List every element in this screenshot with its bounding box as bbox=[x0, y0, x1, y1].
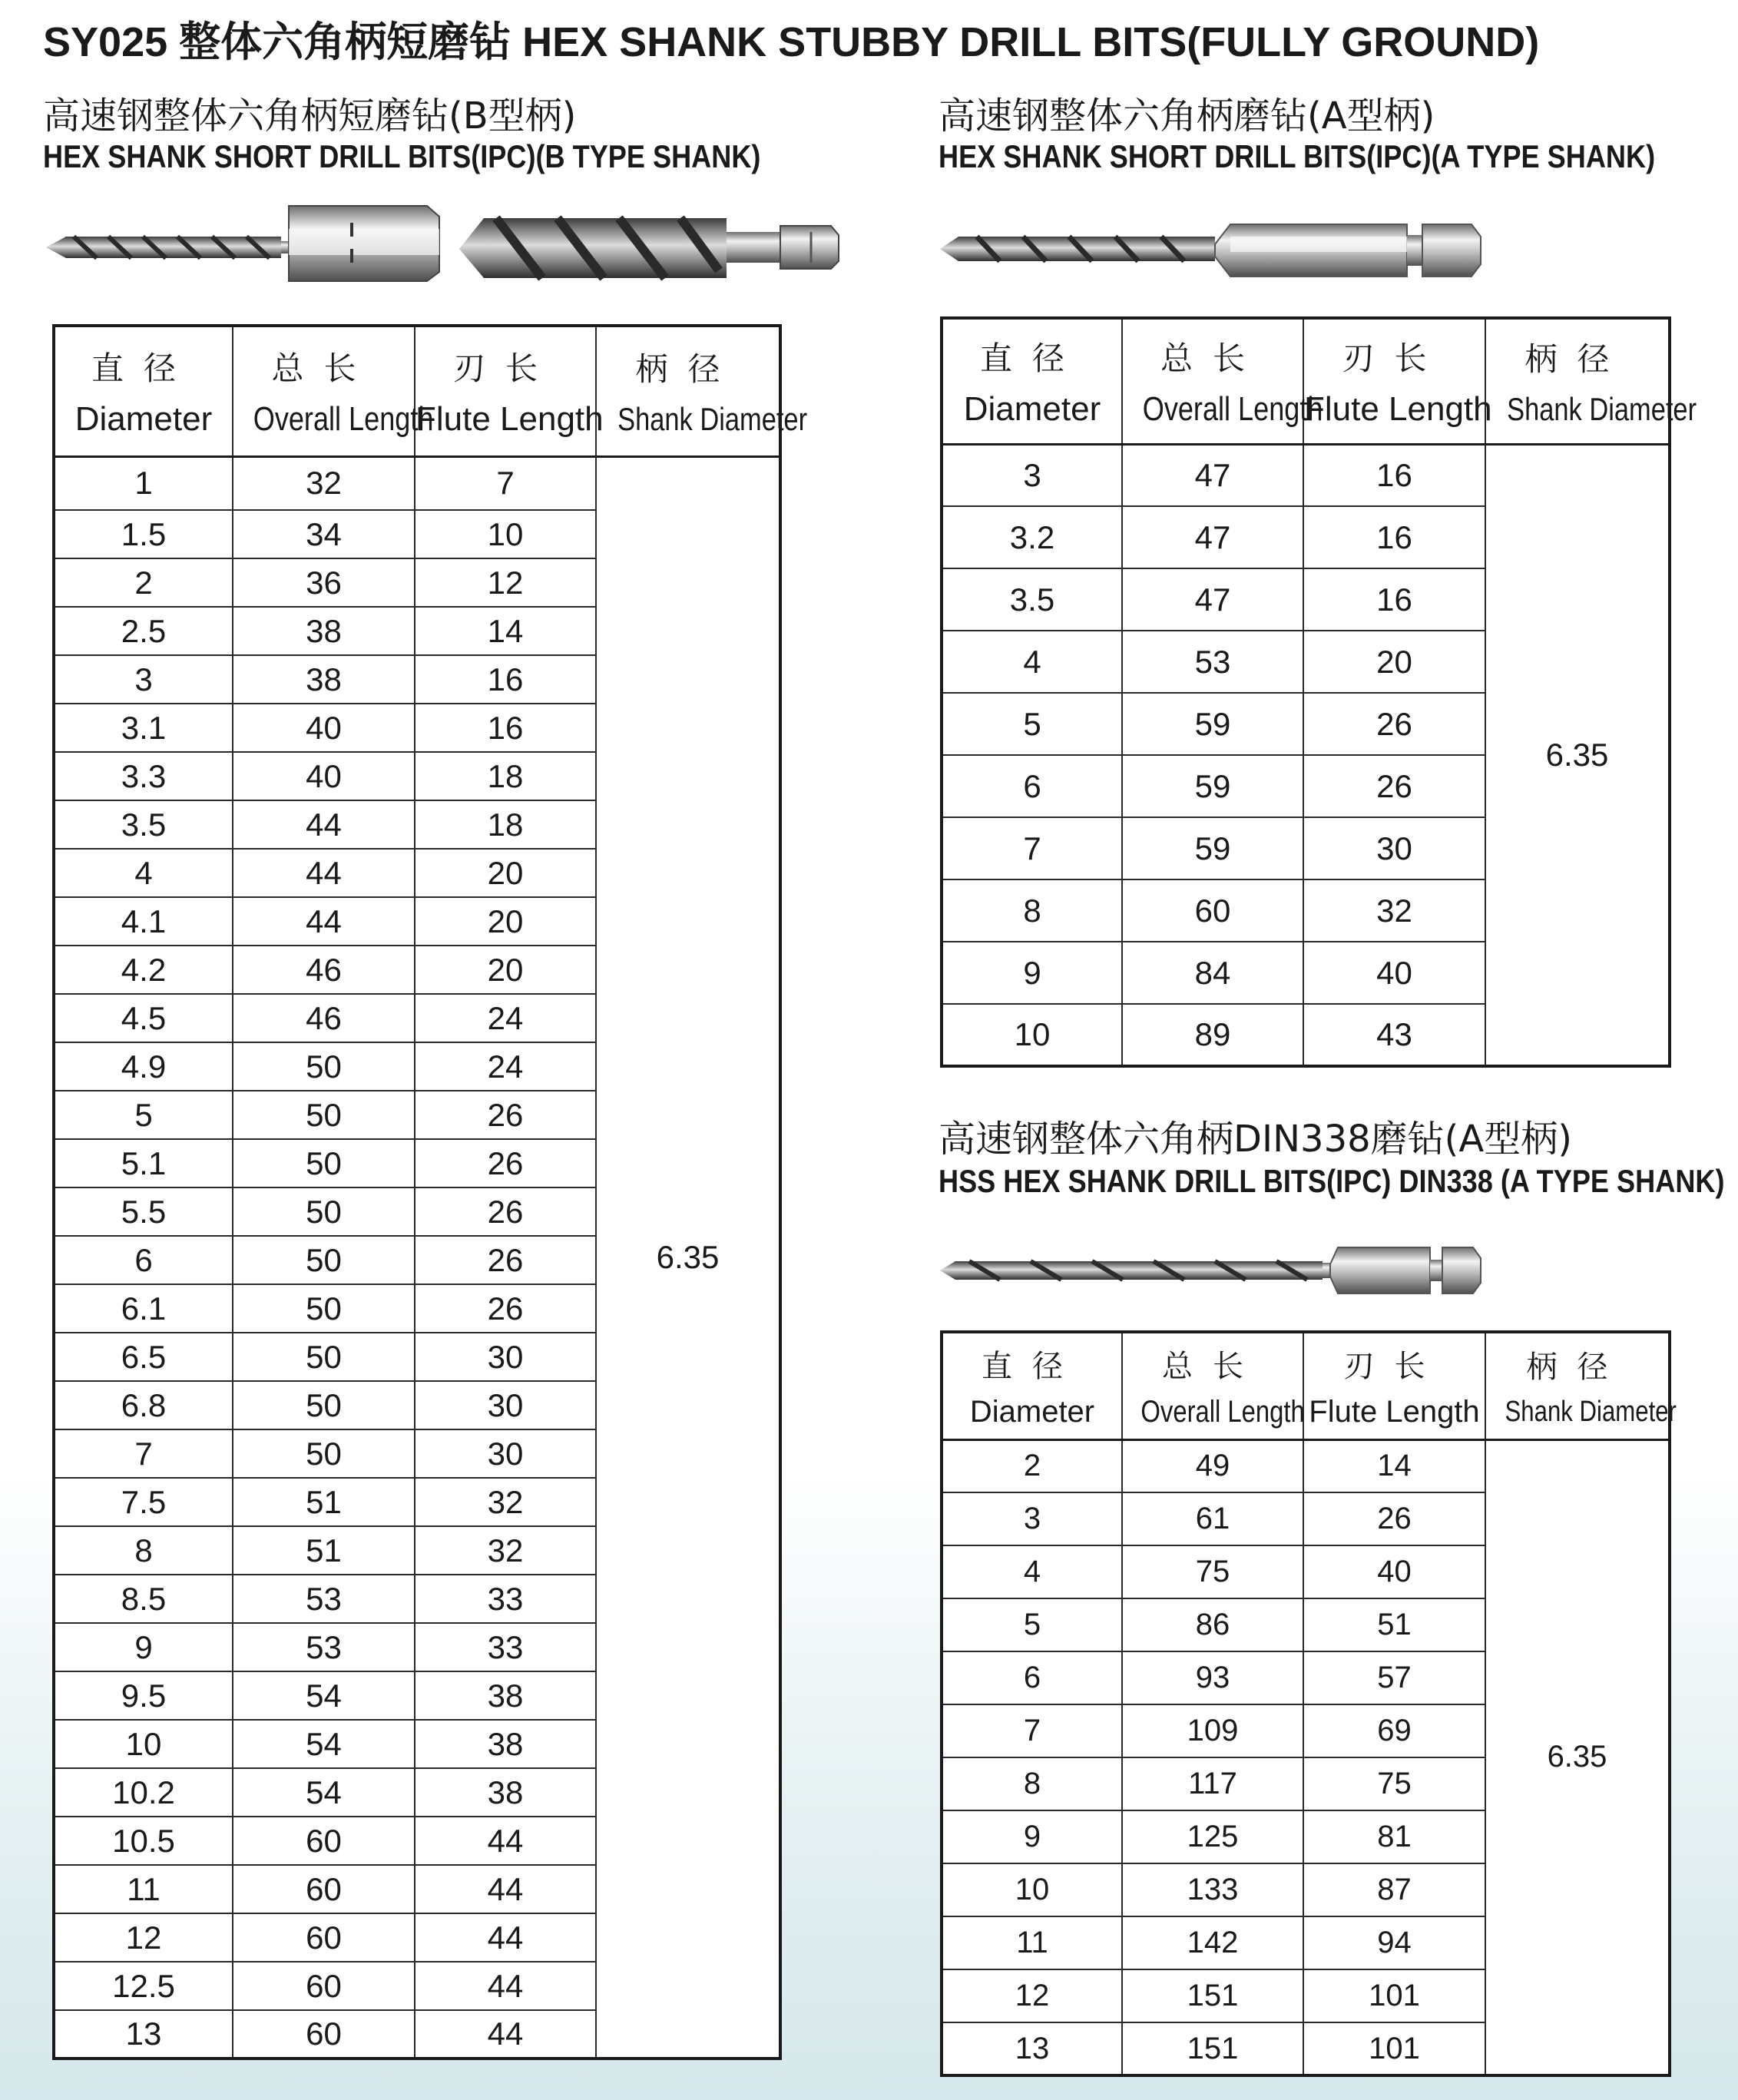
cell-flute-length: 33 bbox=[415, 1575, 596, 1623]
cell-diameter: 3.3 bbox=[54, 752, 233, 800]
cell-flute-length: 20 bbox=[415, 849, 596, 897]
cell-diameter: 10 bbox=[942, 1004, 1122, 1066]
spec-table-a bbox=[940, 316, 1697, 1068]
cell-diameter: 9 bbox=[942, 942, 1122, 1004]
cell-overall-length: 46 bbox=[233, 946, 415, 994]
cell-diameter: 4.1 bbox=[54, 897, 233, 946]
cell-overall-length: 53 bbox=[1122, 631, 1303, 693]
cell-overall-length: 38 bbox=[233, 607, 415, 655]
cell-overall-length: 60 bbox=[233, 1913, 415, 1962]
cell-diameter: 4.5 bbox=[54, 994, 233, 1042]
cell-overall-length: 50 bbox=[233, 1091, 415, 1139]
cell-overall-length: 54 bbox=[233, 1768, 415, 1817]
cell-flute-length: 51 bbox=[1303, 1598, 1485, 1651]
cell-flute-length: 26 bbox=[1303, 755, 1485, 817]
cell-flute-length: 30 bbox=[415, 1429, 596, 1478]
cell-flute-length: 26 bbox=[1303, 1492, 1485, 1545]
header-diameter: 直径 Diameter bbox=[54, 326, 233, 456]
cell-diameter: 5 bbox=[942, 1598, 1122, 1651]
table-header-row bbox=[942, 1332, 1670, 1439]
cell-flute-length: 38 bbox=[415, 1768, 596, 1817]
cell-diameter: 1 bbox=[54, 456, 233, 510]
header-diameter: 直径 Diameter bbox=[942, 1332, 1122, 1439]
cell-flute-length: 94 bbox=[1303, 1916, 1485, 1969]
cell-overall-length: 54 bbox=[233, 1671, 415, 1720]
cell-flute-length: 40 bbox=[1303, 942, 1485, 1004]
cell-overall-length: 60 bbox=[233, 1865, 415, 1913]
cell-overall-length: 47 bbox=[1122, 444, 1303, 506]
cell-overall-length: 60 bbox=[233, 1962, 415, 2010]
cell-diameter: 1.5 bbox=[54, 510, 233, 558]
cell-overall-length: 60 bbox=[1122, 879, 1303, 942]
header-flute-length: 刃长 Flute Length bbox=[415, 326, 596, 456]
cell-diameter: 7 bbox=[942, 1704, 1122, 1757]
cell-diameter: 3.5 bbox=[942, 568, 1122, 631]
cell-diameter: 6 bbox=[54, 1236, 233, 1284]
section-b-title-zh: 高速钢整体六角柄短磨钻(B型柄) bbox=[43, 94, 577, 137]
spec-table-b bbox=[52, 324, 808, 2060]
cell-overall-length: 44 bbox=[233, 800, 415, 849]
cell-flute-length: 24 bbox=[415, 994, 596, 1042]
cell-overall-length: 53 bbox=[233, 1575, 415, 1623]
cell-flute-length: 24 bbox=[415, 1042, 596, 1091]
cell-diameter: 11 bbox=[942, 1916, 1122, 1969]
cell-diameter: 11 bbox=[54, 1865, 233, 1913]
cell-flute-length: 69 bbox=[1303, 1704, 1485, 1757]
cell-overall-length: 46 bbox=[233, 994, 415, 1042]
cell-overall-length: 40 bbox=[233, 704, 415, 752]
cell-overall-length: 47 bbox=[1122, 506, 1303, 568]
cell-overall-length: 59 bbox=[1122, 755, 1303, 817]
cell-diameter: 7 bbox=[942, 817, 1122, 879]
cell-diameter: 6.1 bbox=[54, 1284, 233, 1333]
section-a-title-en: HEX SHANK SHORT DRILL BITS(IPC)(A TYPE SHANK) bbox=[939, 138, 1656, 174]
cell-flute-length: 10 bbox=[415, 510, 596, 558]
cell-overall-length: 50 bbox=[233, 1187, 415, 1236]
cell-flute-length: 12 bbox=[415, 558, 596, 607]
cell-diameter: 10.5 bbox=[54, 1817, 233, 1865]
cell-flute-length: 33 bbox=[415, 1623, 596, 1671]
header-shank-diameter: 柄径 Shank Diameter bbox=[596, 326, 780, 456]
cell-diameter: 9.5 bbox=[54, 1671, 233, 1720]
cell-flute-length: 16 bbox=[1303, 444, 1485, 506]
cell-shank-diameter: 6.35 bbox=[1485, 1439, 1670, 2075]
cell-diameter: 5.5 bbox=[54, 1187, 233, 1236]
cell-diameter: 9 bbox=[54, 1623, 233, 1671]
header-shank-diameter: 柄径 Shank Diameter bbox=[1485, 318, 1670, 444]
cell-flute-length: 30 bbox=[415, 1333, 596, 1381]
cell-diameter: 10 bbox=[942, 1863, 1122, 1916]
cell-diameter: 13 bbox=[54, 2010, 233, 2059]
cell-flute-length: 18 bbox=[415, 752, 596, 800]
cell-diameter: 8 bbox=[54, 1526, 233, 1575]
cell-diameter: 7 bbox=[54, 1429, 233, 1478]
cell-flute-length: 16 bbox=[1303, 506, 1485, 568]
cell-flute-length: 26 bbox=[415, 1091, 596, 1139]
cell-diameter: 12 bbox=[942, 1969, 1122, 2022]
header-diameter: 直径 Diameter bbox=[942, 318, 1122, 444]
cell-flute-length: 101 bbox=[1303, 1969, 1485, 2022]
cell-flute-length: 40 bbox=[1303, 1545, 1485, 1598]
table-header-row bbox=[942, 318, 1670, 444]
cell-flute-length: 38 bbox=[415, 1720, 596, 1768]
cell-flute-length: 7 bbox=[415, 456, 596, 510]
cell-diameter: 5.1 bbox=[54, 1139, 233, 1187]
cell-diameter: 4.9 bbox=[54, 1042, 233, 1091]
cell-flute-length: 26 bbox=[415, 1236, 596, 1284]
drill-bit-din338-image bbox=[939, 1243, 1484, 1298]
cell-flute-length: 26 bbox=[415, 1139, 596, 1187]
cell-flute-length: 30 bbox=[1303, 817, 1485, 879]
table-row bbox=[942, 444, 1670, 506]
spec-table-din338 bbox=[940, 1330, 1677, 2077]
cell-diameter: 6 bbox=[942, 1651, 1122, 1704]
cell-diameter: 6.8 bbox=[54, 1381, 233, 1429]
cell-overall-length: 142 bbox=[1122, 1916, 1303, 1969]
cell-overall-length: 50 bbox=[233, 1236, 415, 1284]
cell-flute-length: 44 bbox=[415, 2010, 596, 2059]
cell-flute-length: 26 bbox=[415, 1284, 596, 1333]
cell-overall-length: 44 bbox=[233, 897, 415, 946]
cell-overall-length: 50 bbox=[233, 1042, 415, 1091]
cell-diameter: 8 bbox=[942, 1757, 1122, 1810]
cell-overall-length: 51 bbox=[233, 1478, 415, 1526]
table-row bbox=[54, 456, 780, 510]
cell-overall-length: 53 bbox=[233, 1623, 415, 1671]
cell-flute-length: 44 bbox=[415, 1962, 596, 2010]
cell-flute-length: 16 bbox=[415, 655, 596, 704]
cell-diameter: 5 bbox=[942, 693, 1122, 755]
cell-flute-length: 20 bbox=[415, 897, 596, 946]
cell-flute-length: 16 bbox=[1303, 568, 1485, 631]
drill-bit-b-large-image bbox=[458, 209, 842, 286]
cell-flute-length: 32 bbox=[415, 1478, 596, 1526]
cell-overall-length: 47 bbox=[1122, 568, 1303, 631]
header-overall-length: 总长 Overall Length bbox=[1122, 318, 1303, 444]
cell-overall-length: 50 bbox=[233, 1139, 415, 1187]
header-overall-length: 总长 Overall Length bbox=[1122, 1332, 1303, 1439]
cell-flute-length: 57 bbox=[1303, 1651, 1485, 1704]
cell-diameter: 2 bbox=[54, 558, 233, 607]
cell-diameter: 12.5 bbox=[54, 1962, 233, 2010]
cell-flute-length: 32 bbox=[415, 1526, 596, 1575]
cell-flute-length: 30 bbox=[415, 1381, 596, 1429]
section-b-title-en: HEX SHANK SHORT DRILL BITS(IPC)(B TYPE SHANK) bbox=[43, 138, 761, 174]
cell-shank-diameter: 6.35 bbox=[596, 456, 780, 2059]
cell-overall-length: 117 bbox=[1122, 1757, 1303, 1810]
cell-overall-length: 93 bbox=[1122, 1651, 1303, 1704]
cell-flute-length: 16 bbox=[415, 704, 596, 752]
cell-diameter: 13 bbox=[942, 2022, 1122, 2075]
cell-flute-length: 101 bbox=[1303, 2022, 1485, 2075]
cell-overall-length: 50 bbox=[233, 1429, 415, 1478]
cell-flute-length: 14 bbox=[1303, 1439, 1485, 1492]
header-flute-length: 刃长 Flute Length bbox=[1303, 318, 1485, 444]
cell-overall-length: 151 bbox=[1122, 2022, 1303, 2075]
cell-diameter: 3 bbox=[942, 444, 1122, 506]
cell-overall-length: 86 bbox=[1122, 1598, 1303, 1651]
cell-overall-length: 50 bbox=[233, 1381, 415, 1429]
cell-diameter: 12 bbox=[54, 1913, 233, 1962]
cell-diameter: 8.5 bbox=[54, 1575, 233, 1623]
cell-overall-length: 49 bbox=[1122, 1439, 1303, 1492]
section-din-title-en: HSS HEX SHANK DRILL BITS(IPC) DIN338 (A TYPE SHANK) bbox=[939, 1163, 1725, 1199]
cell-flute-length: 81 bbox=[1303, 1810, 1485, 1863]
cell-overall-length: 59 bbox=[1122, 817, 1303, 879]
cell-diameter: 3 bbox=[54, 655, 233, 704]
cell-overall-length: 60 bbox=[233, 1817, 415, 1865]
cell-overall-length: 32 bbox=[233, 456, 415, 510]
cell-diameter: 3.2 bbox=[942, 506, 1122, 568]
cell-flute-length: 26 bbox=[415, 1187, 596, 1236]
cell-flute-length: 14 bbox=[415, 607, 596, 655]
cell-overall-length: 133 bbox=[1122, 1863, 1303, 1916]
cell-overall-length: 89 bbox=[1122, 1004, 1303, 1066]
section-din-title-zh: 高速钢整体六角柄DIN338磨钻(A型柄) bbox=[939, 1118, 1572, 1161]
cell-diameter: 3 bbox=[942, 1492, 1122, 1545]
cell-diameter: 4 bbox=[942, 631, 1122, 693]
cell-flute-length: 20 bbox=[415, 946, 596, 994]
cell-diameter: 2 bbox=[942, 1439, 1122, 1492]
cell-overall-length: 60 bbox=[233, 2010, 415, 2059]
cell-flute-length: 18 bbox=[415, 800, 596, 849]
cell-overall-length: 54 bbox=[233, 1720, 415, 1768]
cell-flute-length: 44 bbox=[415, 1865, 596, 1913]
cell-diameter: 6 bbox=[942, 755, 1122, 817]
cell-overall-length: 44 bbox=[233, 849, 415, 897]
cell-overall-length: 38 bbox=[233, 655, 415, 704]
cell-overall-length: 51 bbox=[233, 1526, 415, 1575]
cell-flute-length: 38 bbox=[415, 1671, 596, 1720]
cell-overall-length: 151 bbox=[1122, 1969, 1303, 2022]
cell-overall-length: 40 bbox=[233, 752, 415, 800]
cell-diameter: 9 bbox=[942, 1810, 1122, 1863]
table-row bbox=[942, 1439, 1670, 1492]
cell-diameter: 5 bbox=[54, 1091, 233, 1139]
cell-diameter: 8 bbox=[942, 879, 1122, 942]
cell-flute-length: 26 bbox=[1303, 693, 1485, 755]
cell-diameter: 6.5 bbox=[54, 1333, 233, 1381]
section-a-title-zh: 高速钢整体六角柄磨钻(A型柄) bbox=[939, 94, 1435, 137]
header-overall-length: 总长 Overall Length bbox=[233, 326, 415, 456]
drill-bit-b-small-image bbox=[43, 201, 442, 286]
cell-flute-length: 44 bbox=[415, 1913, 596, 1962]
cell-shank-diameter: 6.35 bbox=[1485, 444, 1670, 1066]
cell-diameter: 10 bbox=[54, 1720, 233, 1768]
cell-flute-length: 43 bbox=[1303, 1004, 1485, 1066]
cell-diameter: 3.1 bbox=[54, 704, 233, 752]
cell-diameter: 10.2 bbox=[54, 1768, 233, 1817]
header-shank-diameter: 柄径 Shank Diameter bbox=[1485, 1332, 1670, 1439]
cell-flute-length: 75 bbox=[1303, 1757, 1485, 1810]
cell-flute-length: 32 bbox=[1303, 879, 1485, 942]
page-title: SY025 整体六角柄短磨钻 HEX SHANK STUBBY DRILL BITS(FULLY GROUND) bbox=[43, 19, 1540, 65]
cell-flute-length: 20 bbox=[1303, 631, 1485, 693]
cell-overall-length: 109 bbox=[1122, 1704, 1303, 1757]
cell-diameter: 4.2 bbox=[54, 946, 233, 994]
cell-diameter: 4 bbox=[54, 849, 233, 897]
cell-overall-length: 61 bbox=[1122, 1492, 1303, 1545]
drill-bit-a-image bbox=[939, 214, 1484, 287]
cell-overall-length: 84 bbox=[1122, 942, 1303, 1004]
cell-flute-length: 87 bbox=[1303, 1863, 1485, 1916]
cell-overall-length: 50 bbox=[233, 1333, 415, 1381]
cell-overall-length: 75 bbox=[1122, 1545, 1303, 1598]
cell-overall-length: 34 bbox=[233, 510, 415, 558]
cell-diameter: 2.5 bbox=[54, 607, 233, 655]
cell-overall-length: 50 bbox=[233, 1284, 415, 1333]
header-flute-length: 刃长 Flute Length bbox=[1303, 1332, 1485, 1439]
cell-diameter: 7.5 bbox=[54, 1478, 233, 1526]
cell-diameter: 3.5 bbox=[54, 800, 233, 849]
cell-overall-length: 125 bbox=[1122, 1810, 1303, 1863]
table-header-row bbox=[54, 326, 780, 456]
cell-diameter: 4 bbox=[942, 1545, 1122, 1598]
cell-overall-length: 59 bbox=[1122, 693, 1303, 755]
cell-flute-length: 44 bbox=[415, 1817, 596, 1865]
cell-overall-length: 36 bbox=[233, 558, 415, 607]
